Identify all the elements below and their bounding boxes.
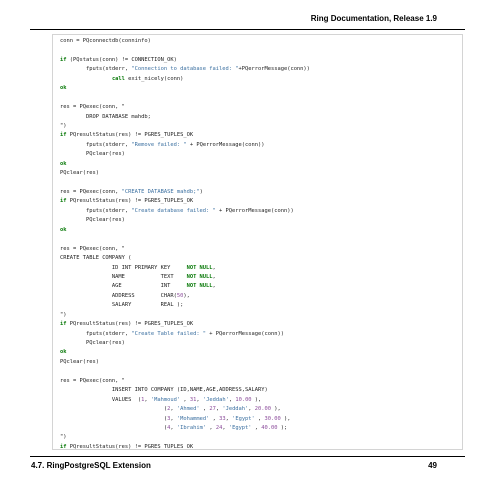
code-line <box>60 264 462 273</box>
code-text: , <box>248 406 255 413</box>
code-number: 33 <box>219 415 226 422</box>
code-text: PQclear(res) <box>60 151 125 158</box>
code-line <box>60 358 462 367</box>
code-text: ), <box>251 396 262 403</box>
code-number: 24 <box>215 424 223 431</box>
code-text: + PQerrorMessage(conn)) <box>215 207 294 214</box>
code-string: 'Egypt' <box>232 415 255 422</box>
code-text: NAME TEXT <box>60 273 187 280</box>
code-line <box>60 433 462 442</box>
code-line <box>60 396 462 405</box>
code-text: PQclear(res) <box>60 217 125 224</box>
code-line <box>60 282 462 291</box>
code-line <box>60 415 462 424</box>
code-text: , <box>206 424 216 431</box>
code-number: 20.00 <box>254 406 272 413</box>
code-text: , <box>170 424 177 431</box>
code-text: ), <box>271 406 281 413</box>
code-text: PQclear(res) <box>60 170 99 177</box>
code-number: 50 <box>176 292 184 299</box>
code-string: 'Jeddah' <box>202 396 229 403</box>
code-text: ( <box>60 406 168 413</box>
code-line <box>60 424 462 433</box>
code-text: res = PQexec(conn, " <box>60 104 125 111</box>
code-text: PQclear(res) <box>60 340 125 346</box>
code-line <box>60 94 462 103</box>
code-string: "Remove failed: " <box>131 141 187 148</box>
code-text: DROP DATABASE mahdb; <box>60 113 151 120</box>
code-keyword: if <box>60 198 67 205</box>
code-number: 10.00 <box>235 396 252 403</box>
code-text: PQclear(res) <box>60 358 99 365</box>
code-line <box>60 405 462 414</box>
code-listing <box>60 37 462 450</box>
code-text: , <box>222 424 229 431</box>
code-text: , <box>196 396 203 403</box>
code-line <box>60 197 462 206</box>
code-string: 'Jeddah' <box>222 406 249 413</box>
code-text: , <box>209 415 220 422</box>
code-line <box>60 320 462 329</box>
code-line <box>60 339 462 348</box>
code-text: , <box>228 396 236 403</box>
code-line <box>60 348 462 357</box>
code-line <box>60 254 462 263</box>
code-text: fputs(stderr, <box>60 66 132 73</box>
code-line <box>60 113 462 122</box>
code-line <box>60 207 462 216</box>
code-text: AGE INT <box>60 283 187 290</box>
code-text: , <box>215 406 223 413</box>
code-text: fputs(stderr, <box>60 207 132 214</box>
code-number: 2 <box>167 406 171 413</box>
code-line <box>60 84 462 93</box>
code-keyword: NOT NULL <box>186 264 213 271</box>
code-keyword: NOT NULL <box>186 283 213 290</box>
code-string: "Create database failed: " <box>131 207 216 214</box>
code-line <box>60 386 462 395</box>
code-keyword: if <box>60 443 67 450</box>
code-line <box>60 37 462 46</box>
code-string: 'Mahmoud' <box>150 396 181 403</box>
code-line <box>60 367 462 376</box>
code-text: , <box>170 415 177 422</box>
code-text: , <box>144 396 151 403</box>
code-number: 3 <box>167 415 171 422</box>
code-string: 'Ahmed' <box>176 406 200 413</box>
code-text: fputs(stderr, <box>60 141 132 148</box>
code-line <box>60 179 462 188</box>
page-number: 49 <box>428 461 437 470</box>
code-line <box>60 75 462 84</box>
code-text: +PQerrorMessage(conn)) <box>238 66 310 73</box>
code-number: 31 <box>189 396 197 403</box>
code-text: ), <box>280 415 291 422</box>
code-text: PQresultStatus(res) != PGRES_TUPLES_OK <box>66 321 194 328</box>
code-keyword: ok <box>60 349 67 356</box>
code-text: , <box>212 283 216 290</box>
code-text: VALUES ( <box>60 396 142 403</box>
code-line <box>60 169 462 178</box>
code-line <box>60 160 462 169</box>
code-text: , <box>180 396 190 403</box>
code-line <box>60 273 462 282</box>
code-text: (PQstatus(conn) != CONNECTION_OK) <box>66 56 177 63</box>
code-keyword: call <box>111 75 125 82</box>
code-line <box>60 46 462 55</box>
code-line <box>60 141 462 150</box>
code-string: 'Mohammed' <box>176 415 210 422</box>
code-number: 40.00 <box>261 424 278 431</box>
code-line <box>60 301 462 310</box>
code-text: ID INT PRIMARY KEY <box>60 264 187 271</box>
code-text: + PQerrorMessage(conn)) <box>186 141 265 148</box>
code-line <box>60 245 462 254</box>
code-line <box>60 443 462 450</box>
code-text: res = PQexec(conn, " <box>60 245 125 252</box>
code-keyword: if <box>60 132 67 139</box>
code-line <box>60 65 462 74</box>
running-header-title: Ring Documentation, Release 1.9 <box>310 14 437 23</box>
code-text: , <box>170 406 177 413</box>
code-string: "CREATE DATABASE mahdb;" <box>121 189 200 195</box>
code-string: "Create Table failed: " <box>131 330 207 337</box>
code-line <box>60 131 462 140</box>
code-text: CREATE TABLE COMPANY ( <box>60 255 132 262</box>
code-string: 'Ibrahim' <box>176 424 207 431</box>
code-text: , <box>254 415 265 422</box>
code-line <box>60 235 462 244</box>
code-text: ) <box>199 189 203 195</box>
code-text: ); <box>277 424 288 431</box>
code-keyword: NOT NULL <box>186 273 213 280</box>
code-text: INSERT INTO COMPANY (ID,NAME,AGE,ADDRESS,SALARY) <box>60 387 268 394</box>
code-line <box>60 311 462 320</box>
code-string: 'Egypt' <box>228 424 252 431</box>
footer-section-title: 4.7. RingPostgreSQL Extension <box>31 461 151 470</box>
code-number: 1 <box>141 396 145 403</box>
code-text: ( <box>60 415 168 422</box>
code-keyword: if <box>60 56 67 63</box>
code-text: , <box>199 406 210 413</box>
code-string: "Connection to database failed: " <box>131 66 239 73</box>
code-line <box>60 377 462 386</box>
code-text: + PQerrorMessage(conn)) <box>206 330 284 337</box>
code-text: fputs(stderr, <box>60 330 132 337</box>
code-text: ") <box>60 311 67 318</box>
code-text: ), <box>183 292 190 299</box>
code-text: SALARY REAL ); <box>60 302 184 309</box>
code-text: , <box>225 415 233 422</box>
code-text: ") <box>60 434 67 441</box>
code-text: ADDRESS CHAR( <box>60 292 177 299</box>
code-line <box>60 216 462 225</box>
code-line <box>60 292 462 301</box>
code-text: ") <box>60 122 67 129</box>
code-keyword: ok <box>60 226 67 233</box>
header-divider <box>30 29 465 30</box>
code-text: PQresultStatus(res) != PGRES_TUPLES_OK <box>66 132 194 139</box>
code-line <box>60 122 462 131</box>
code-block <box>52 34 463 450</box>
code-text: PQresultStatus(res) != PGRES_TUPLES_OK <box>66 443 194 450</box>
code-text: ( <box>60 424 168 431</box>
code-text: exit_nicely(conn) <box>124 75 184 82</box>
code-line <box>60 150 462 159</box>
code-text: PQresultStatus(res) != PGRES_TUPLES_OK <box>66 198 194 205</box>
code-line <box>60 188 462 197</box>
code-text: res = PQexec(conn, <box>60 189 122 195</box>
code-text: , <box>251 424 262 431</box>
code-text: , <box>212 273 216 280</box>
code-number: 27 <box>209 406 216 413</box>
code-number: 4 <box>167 424 171 431</box>
code-keyword: ok <box>60 160 67 167</box>
code-text: conn = PQconnectdb(conninfo) <box>60 38 151 44</box>
code-text: res = PQexec(conn, " <box>60 377 125 384</box>
code-line <box>60 56 462 65</box>
code-keyword: ok <box>60 85 67 92</box>
code-line <box>60 226 462 235</box>
code-text: , <box>212 264 216 271</box>
code-line <box>60 103 462 112</box>
code-number: 30.00 <box>264 415 281 422</box>
code-text <box>60 76 112 82</box>
code-line <box>60 330 462 339</box>
code-keyword: if <box>60 321 67 328</box>
footer-divider <box>30 456 465 457</box>
